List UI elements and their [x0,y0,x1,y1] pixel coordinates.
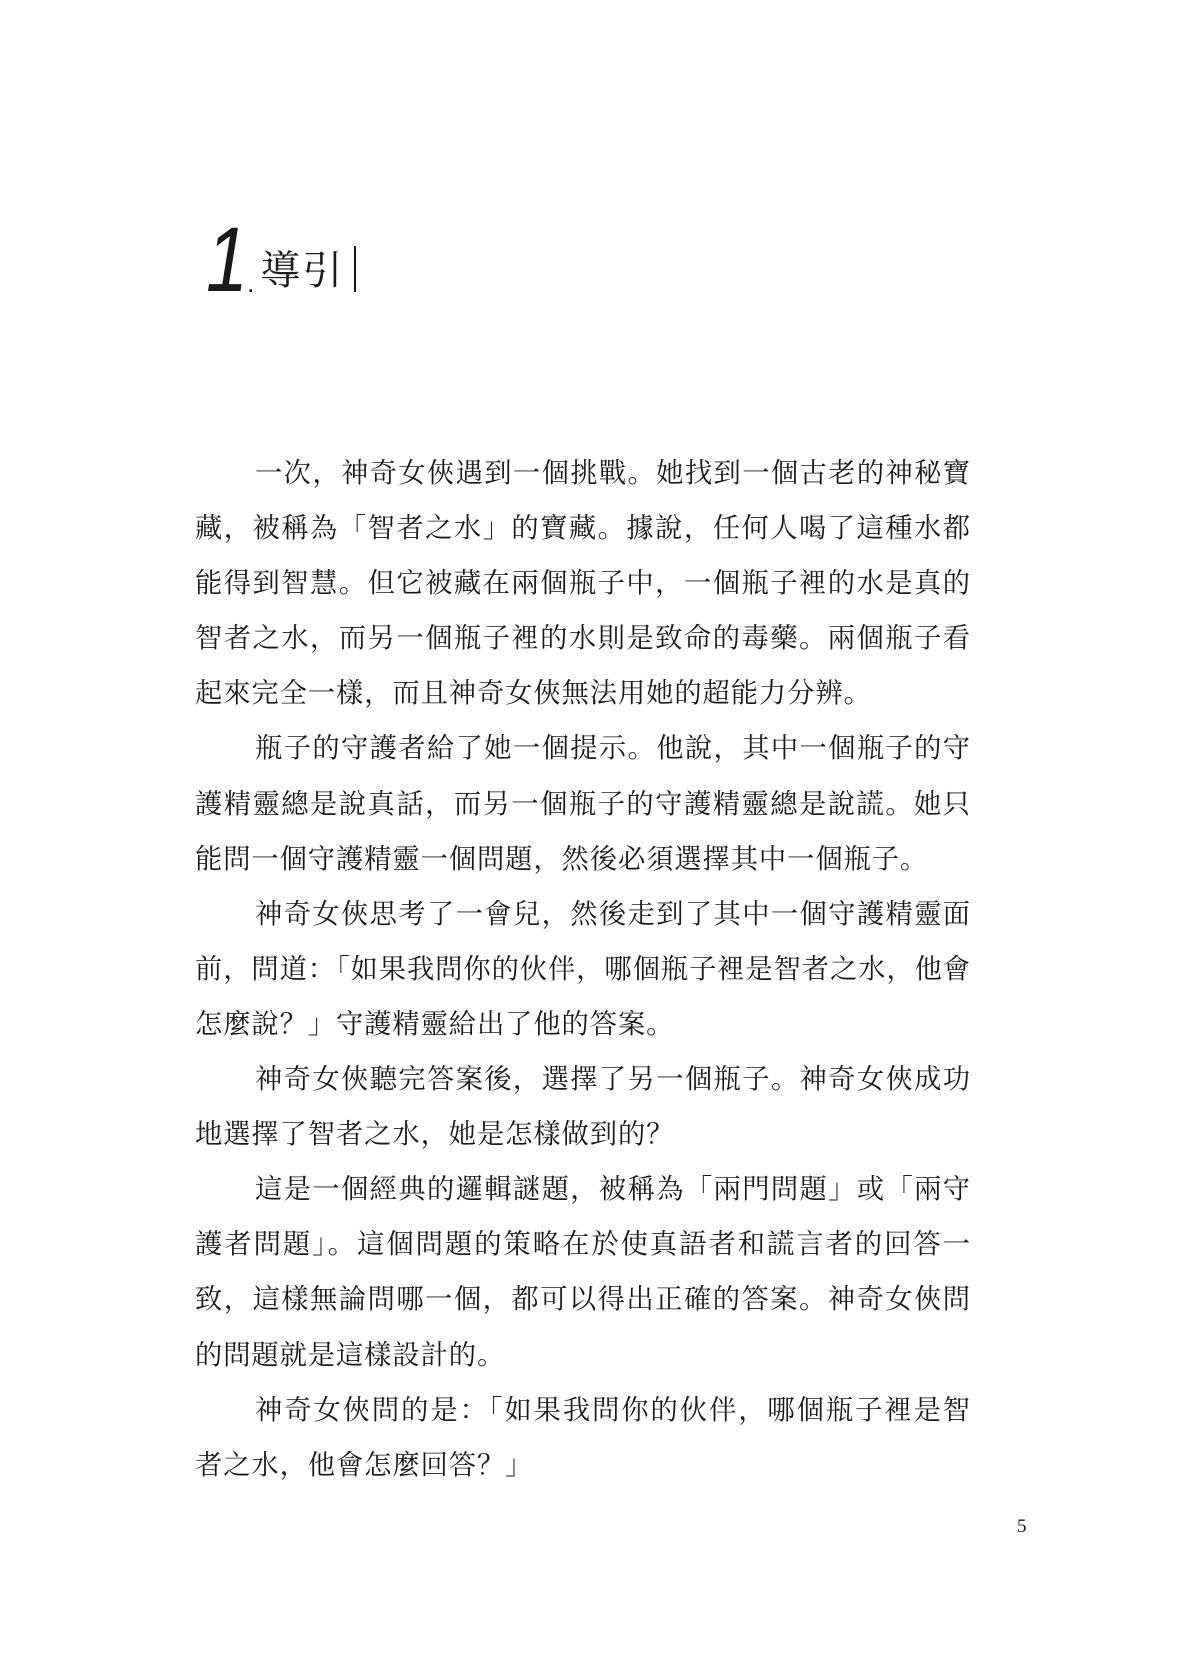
chapter-heading [206,209,356,311]
chapter-number-dot: . [247,268,255,298]
chapter-title: 導引 [260,248,345,294]
paragraph: 神奇女俠問的是：「如果我問你的伙伴，哪個瓶子裡是智者之水，他會怎麼回答？」 [195,1394,971,1481]
page-number: 5 [1017,1516,1027,1537]
paragraph: 這是一個經典的邏輯謎題，被稱為「兩門問題」或「兩守護者問題」。這個問題的策略在於使真語者和謊言者的回答一致，這樣無論問哪一個，都可以得出正確的答案。神奇女俠問的問題就是這樣設計的。 [195,1174,971,1371]
paragraph: 神奇女俠聽完答案後，選擇了另一個瓶子。神奇女俠成功地選擇了智者之水，她是怎樣做到的？ [195,1064,971,1151]
chapter-title-bar [354,246,356,292]
body-text [195,446,971,1493]
paragraph: 一次，神奇女俠遇到一個挑戰。她找到一個古老的神秘寶藏，被稱為「智者之水」的寶藏。據說，任何人喝了這種水都能得到智慧。但它被藏在兩個瓶子中，一個瓶子裡的水是真的智者之水，而另一個瓶子裡的水則是致命的毒藥。兩個瓶子看起來完全一樣，而且神奇女俠無法用她的超能力分辨。 [195,458,971,710]
paragraph: 瓶子的守護者給了她一個提示。他說，其中一個瓶子的守護精靈總是說真話，而另一個瓶子的守護精靈總是說謊。她只能問一個守護精靈一個問題，然後必須選擇其中一個瓶子。 [195,733,971,875]
paragraph: 神奇女俠思考了一會兒，然後走到了其中一個守護精靈面前，問道：「如果我問你的伙伴，哪個瓶子裡是智者之水，他會怎麼說？」守護精靈給出了他的答案。 [195,898,971,1040]
chapter-number: 1 [206,209,245,311]
